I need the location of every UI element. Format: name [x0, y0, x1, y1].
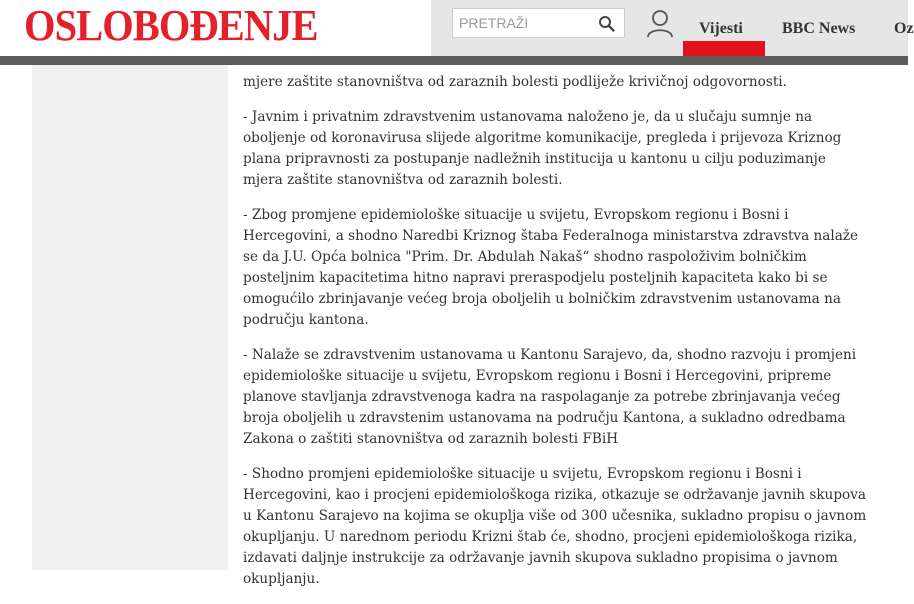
nav-item-vijesti[interactable]: Vijesti: [699, 20, 743, 37]
left-sidebar: [32, 65, 228, 570]
article-paragraph-5: - Shodno promjeni epidemiološke situacije u svijetu, Evropskom regionu i Bosni i Hercegovini, kao i procjeni epidemiološkoga rizika, otkazuje se održavanje javnih skupova u Kantonu Sarajevo na kojima se okuplja više od 300 učesnika, sukladno propisu o javnom okupljanju. U narednom periodu Krizni štab će, shodno, procjeni epidemiološkoga rizika, izdavati daljnje instrukcije za održavanje javnih skupova sukladno propisima o javnom okupljanju.: [243, 466, 867, 587]
article-paragraph-4: - Nalaže se zdravstvenim ustanovama u Kantonu Sarajevo, da, shodno razvoju i promjeni epidemiološke situacije u svijetu, Evropskom regionu i Bosni i Hercegovini, pripreme planove stavljanja zdravstvenoga kadra na raspolaganje za potrebe zbrinjavanja većeg broja oboljelih u zdravstenim ustanovama na području Kantona, a sukladno odredbama Zakona o zaštiti stanovništva od zaraznih bolesti FBiH: [243, 347, 857, 447]
user-icon[interactable]: [645, 9, 675, 39]
header-toolbar: [431, 0, 914, 56]
search-icon[interactable]: [598, 15, 616, 33]
site-logo[interactable]: OSLOBOĐENJE: [24, 1, 318, 50]
search-box: [452, 8, 625, 38]
active-nav-indicator: [683, 41, 765, 56]
site-header: [0, 0, 914, 56]
nav-item-oz[interactable]: Oz: [894, 20, 914, 37]
article-paragraph-3: - Zbog promjene epidemiološke situacije u svijetu, Evropskom regionu i Bosni i Hercegovini, a shodno Naredbi Kriznog štaba Federalnoga ministarstva zdravstva nalaže se da J.U. Opća bolnica "Prim. Dr. Abdulah Nakaš“ shodno raspoloživim bolničkim posteljnim kapacitetima hitno napravi preraspodjelu posteljnih kapaciteta kako bi se omogućilo zbrinjavanje većeg broja oboljelih u bolničkim zdravstvenim ustanovama na području kantona.: [243, 207, 859, 328]
article-paragraph-2: - Javnim i privatnim zdravstvenim ustanovama naloženo je, da u slučaju sumnje na oboljenje od koronavirusa slijede algoritme komunikacije, pregleda i prijevoza Kriznog plana pripravnosti za postupanje nadležnih institucija u kantonu u cilju poduzimanje mjera zaštite stanovništva od zaraznih bolesti.: [243, 109, 842, 188]
article-paragraph-1: mjere zaštite stanovništva od zaraznih bolesti podliježe krivičnoj odgovornosti.: [243, 74, 787, 90]
search-input[interactable]: [453, 9, 593, 37]
nav-item-bbc-news[interactable]: BBC News: [782, 20, 856, 37]
article-body: [243, 72, 867, 604]
content-area: [0, 65, 908, 587]
header-divider-bar: [0, 56, 908, 65]
